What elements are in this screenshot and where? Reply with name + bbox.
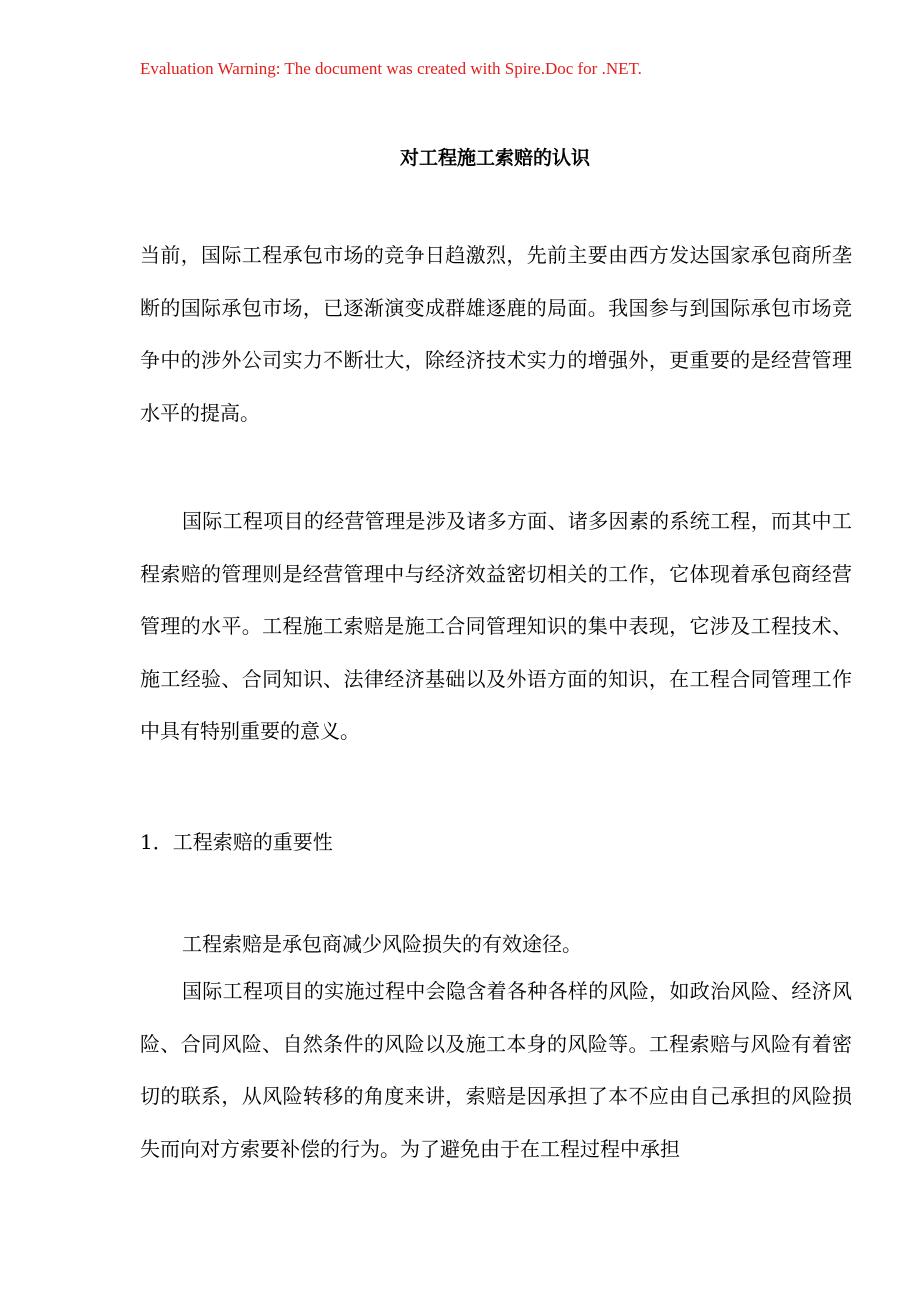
management-paragraph: 国际工程项目的经营管理是涉及诸多方面、诸多因素的系统工程，而其中工程索赔的管理则是经营管理中与经济效益密切相关的工作，它体现着承包商经营管理的水平。工程施工索赔是施工合同管理知识的集中表现，它涉及工程技术、施工经验、合同知识、法律经济基础以及外语方面的知识，在工程合同管理工作中具有特别重要的意义。 bbox=[140, 509, 852, 743]
evaluation-warning: Evaluation Warning: The document was created with Spire.Doc for .NET. bbox=[140, 59, 642, 78]
section-body-paragraph: 国际工程项目的实施过程中会隐含着各种各样的风险，如政治风险、经济风险、合同风险、自然条件的风险以及施工本身的风险等。工程索赔与风险有着密切的联系，从风险转移的角度来讲，索赔是因承担了本不应由自己承担的风险损失而向对方索要补偿的行为。为了避免由于在工程过程中承担 bbox=[140, 979, 852, 1161]
section-heading: 1．工程索赔的重要性 bbox=[140, 830, 333, 854]
section-lead-paragraph: 工程索赔是承包商减少风险损失的有效途径。 bbox=[182, 932, 582, 956]
document-title: 对工程施工索赔的认识 bbox=[399, 147, 590, 169]
intro-paragraph: 当前，国际工程承包市场的竞争日趋激烈，先前主要由西方发达国家承包商所垄断的国际承包市场，已逐渐演变成群雄逐鹿的局面。我国参与到国际承包市场竞争中的涉外公司实力不断壮大，除经济技术实力的增强外，更重要的是经营管理水平的提高。 bbox=[140, 243, 852, 425]
